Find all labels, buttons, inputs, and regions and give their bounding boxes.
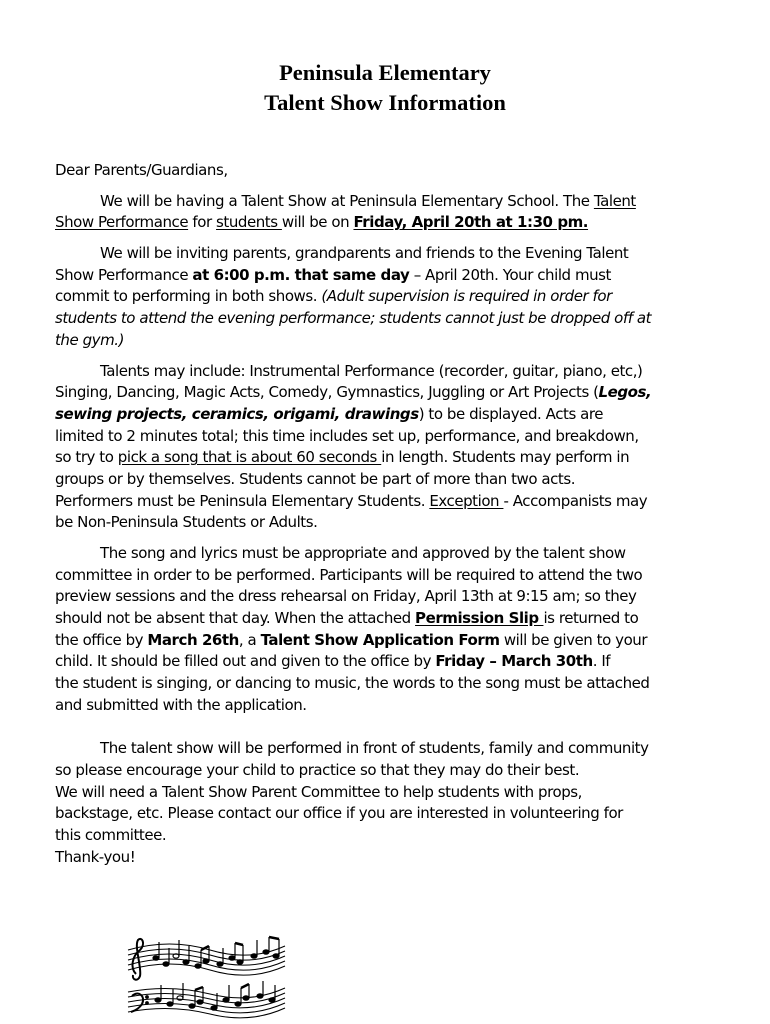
salutation: Dear Parents/Guardians, [55,161,228,179]
event-date: Friday, April 20th at 1:30 pm. [353,213,589,232]
document-title-line2: Talent Show Information [264,90,506,115]
music-notes-icon [120,928,290,1020]
students-link: students [216,213,282,232]
evening-time: at 6:00 p.m. that same day [192,265,410,284]
paragraph-closing: The talent show will be performed in front of students, family and community so please encourage your child to practice so that they may do their best. We will need a Talent Show Parent Committee to help students with props, backstage, etc. Please contact our office if you are interested in volunteering for this committee. Thank-you! [55,738,727,868]
document-title-line1: Peninsula Elementary [279,60,491,85]
talent-show-performance-link: Talent [593,191,636,210]
paragraph-approval: The song and lyrics must be appropriate and approved by the talent show committee in order to be performed. Participants will be required to attend the two preview sessions and the dress rehearsal on Friday, April 13th at 9:15 am; so they should not be absent that day. When the attached Permission Slip is returned to the office by March 26th, a Talent Show Application Form will be given to your child. It should be filled out and given to the office by Friday – March 30th. If the student is singing, or dancing to music, the words to the song must be attached and submitted with the application. [55,544,650,714]
letter-body [55,160,727,868]
paragraph-talents: Talents may include: Instrumental Performance (recorder, guitar, piano, etc,) Singing, Dancing, Magic Acts, Comedy, Gymnastics, Juggling or Art Projects (Legos, sewing projects, ceramics, origami, drawings) to be displayed. Acts are limited to 2 minutes total; this time includes set up, performance, and breakdown, so try to pick a song that is about 60 seconds in length. Students may perform in groups or by themselves. Students cannot be part of more than two acts. Performers must be Peninsula Elementary Students. Exception - Accompanists may be Non-Peninsula Students or Adults. [55,361,652,532]
paragraph-evening-show: We will be inviting parents, grandparents and friends to the Evening Talent Show Performance at 6:00 p.m. that same day – April 20th. Your child must commit to performing in both shows. (Adult supervision is required in order for students to attend the evening performance; students cannot just be dropped off at the gym.) [55,244,652,349]
permission-slip-label: Permission Slip [415,609,544,628]
sign-off: Thank-you! [55,847,136,866]
paragraph-event-date: We will be having a Talent Show at Peninsula Elementary School. The Talent Show Performance for students will be on Friday, April 20th at 1:30 pm. [55,191,636,232]
